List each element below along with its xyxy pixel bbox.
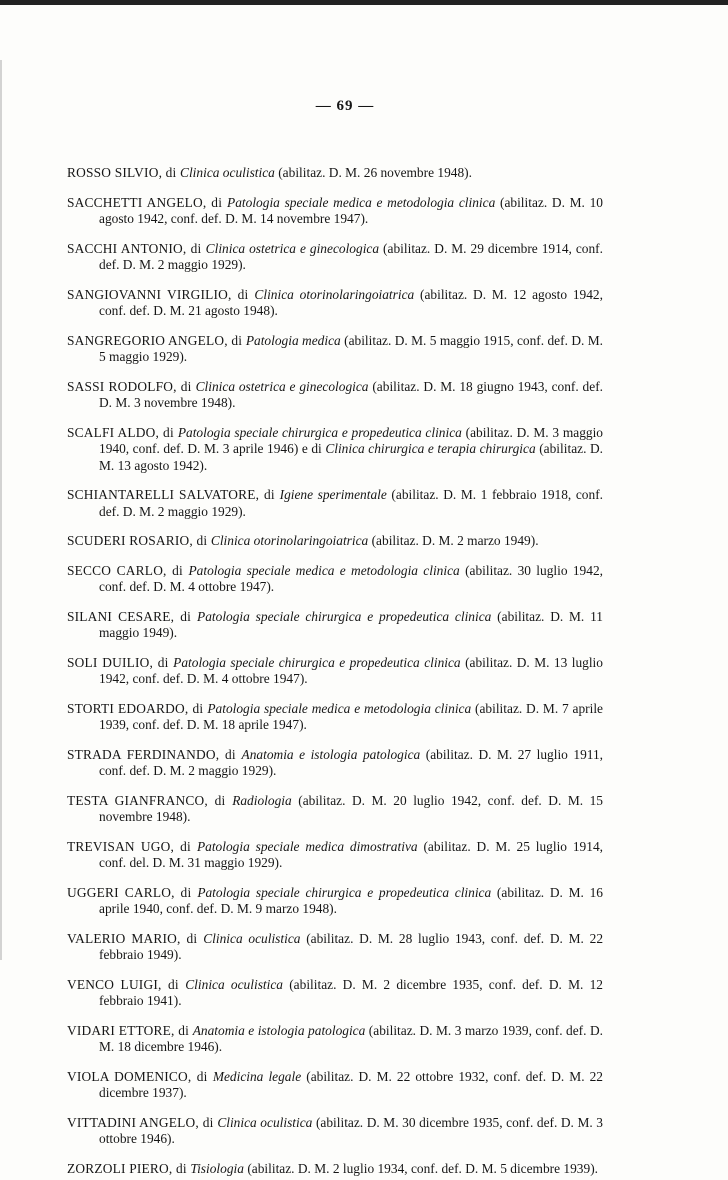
entry-text: (abilitaz. D. M. 13 luglio 1942, conf. def. D. M. 4 ottobre 1947). [99, 654, 603, 687]
scan-top-border [0, 0, 728, 5]
list-item [67, 533, 603, 549]
subject-text: Clinica ostetrica e ginecologica [195, 379, 369, 395]
entry-text: (abilitaz. D. M. 13 agosto 1942). [99, 441, 603, 473]
entry-text: (abilitaz. D. M. 27 luglio 1911, conf. def. D. M. 2 maggio 1929). [99, 746, 604, 779]
entry-name: TREVISAN UGO, di [67, 838, 197, 854]
subject-text: Clinica oculistica [203, 930, 301, 946]
list-item [67, 1023, 603, 1056]
entry-name: TESTA GIANFRANCO, di [67, 792, 233, 808]
list-item [67, 379, 603, 412]
entry-text: (abilitaz. D. M. 5 maggio 1915, conf. def. D. M. 5 maggio 1929). [99, 333, 603, 365]
subject-text: Patologia medica [245, 333, 341, 349]
list-item [67, 701, 603, 734]
subject-text: Patologia speciale chirurgica e propedeutica clinica [177, 425, 462, 440]
subject-text: Clinica ostetrica e ginecologica [205, 241, 380, 257]
list-item [67, 747, 603, 780]
subject-text: Clinica oculistica [217, 1114, 313, 1130]
entry-text: (abilitaz. D. M. 7 aprile 1939, conf. def. D. M. 18 aprile 1947). [99, 700, 603, 733]
scan-left-edge [0, 60, 2, 960]
entry-text: (abilitaz. D. M. 2 dicembre 1935, conf. def. D. M. 12 febbraio 1941). [99, 976, 603, 1009]
entry-name: SECCO CARLO, di [67, 562, 189, 578]
entry-name: SILANI CESARE, di [67, 608, 198, 624]
entry-name: VIOLA DOMENICO, di [67, 1068, 213, 1084]
subject-text: Radiologia [232, 792, 292, 808]
entry-text: (abilitaz. D. M. 3 maggio 1940, conf. def. D. M. 3 aprile 1946) e di [99, 425, 603, 457]
entry-text: (abilitaz. D. M. 30 dicembre 1935, conf. def. D. M. 3 ottobre 1946). [99, 1114, 603, 1147]
subject-text: Patologia speciale chirurgica e propedeutica clinica [173, 654, 461, 670]
subject-text: Patologia speciale medica e metodologia clinica [227, 195, 496, 211]
entry-name: SCHIANTARELLI SALVATORE, di [67, 487, 280, 503]
subject-text: Medicina legale [212, 1068, 302, 1084]
subject-text: Patologia speciale medica e metodologia clinica [188, 562, 460, 578]
subject-text: Patologia speciale medica dimostrativa [196, 838, 418, 854]
entry-text: (abilitaz. D. M. 16 aprile 1940, conf. def. D. M. 9 marzo 1948). [99, 884, 603, 917]
list-item [67, 1161, 603, 1177]
entry-name: SANGIOVANNI VIRGILIO, di [67, 287, 255, 303]
list-item [67, 977, 603, 1010]
list-item [67, 1115, 603, 1148]
entry-name: VALERIO MARIO, di [67, 930, 204, 946]
list-item [67, 195, 603, 228]
entry-name: SOLI DUILIO, di [67, 654, 174, 670]
list-item [67, 1069, 603, 1102]
page-number: — 69 — [315, 98, 375, 114]
list-item [67, 287, 603, 320]
subject-text: Anatomia e istologia patologica [192, 1022, 366, 1038]
entry-text: (abilitaz. D. M. 29 dicembre 1914, conf. def. D. M. 2 maggio 1929). [99, 241, 603, 273]
subject-text: Clinica oculistica [185, 976, 283, 992]
list-item [67, 609, 603, 642]
list-item [67, 425, 603, 474]
subject-text: Patologia speciale medica e metodologia clinica [207, 700, 472, 716]
subject-text: Anatomia e istologia patologica [241, 746, 421, 762]
list-item [67, 241, 603, 274]
entry-text: (abilitaz. D. M. 1 febbraio 1918, conf. def. D. M. 2 maggio 1929). [99, 487, 604, 519]
entry-text: (abilitaz. D. M. 18 giugno 1943, conf. def. D. M. 3 novembre 1948). [99, 379, 604, 411]
list-item [67, 333, 603, 366]
subject-text: Clinica otorinolaringoiatrica [254, 287, 415, 303]
list-item [67, 563, 603, 596]
list-item [67, 487, 603, 520]
entry-name: SASSI RODOLFO, di [67, 379, 196, 395]
subject-text: Clinica otorinolaringoiatrica [210, 533, 369, 549]
entry-text: (abilitaz. D. M. 26 novembre 1948). [274, 165, 472, 181]
entry-name: VIDARI ETTORE, di [67, 1022, 193, 1038]
entry-name: SACCHETTI ANGELO, di [67, 195, 228, 211]
list-item [67, 165, 603, 181]
entry-text: (abilitaz. D. M. 28 luglio 1943, conf. def. D. M. 22 febbraio 1949). [99, 930, 604, 963]
subject-text: Igiene sperimentale [279, 487, 387, 503]
entry-name: ZORZOLI PIERO, di [67, 1160, 191, 1176]
entry-name: SCUDERI ROSARIO, di [67, 533, 211, 549]
entry-name: STORTI EDOARDO, di [67, 700, 208, 716]
entry-name: SACCHI ANTONIO, di [67, 241, 206, 257]
entry-text: (abilitaz. D. M. 22 ottobre 1932, conf. def. D. M. 22 dicembre 1937). [99, 1068, 603, 1101]
entry-name: ROSSO SILVIO, di [67, 165, 181, 181]
entry-name: SANGREGORIO ANGELO, di [67, 333, 246, 349]
entry-text: (abilitaz. D. M. 11 maggio 1949). [99, 608, 603, 641]
entry-text: (abilitaz. D. M. 12 agosto 1942, conf. def. D. M. 21 agosto 1948). [99, 287, 603, 319]
subject-text: Patologia speciale chirurgica e propedeutica clinica [197, 884, 492, 900]
entry-name: VENCO LUIGI, di [67, 976, 186, 992]
entry-text: (abilitaz. D. M. 2 luglio 1934, conf. def. D. M. 5 dicembre 1939). [243, 1160, 599, 1176]
subject-text: Clinica chirurgica e terapia chirurgica [325, 441, 536, 457]
entry-name: STRADA FERDINANDO, di [67, 746, 242, 762]
list-item [67, 931, 603, 964]
entry-text: (abilitaz. D. M. 20 luglio 1942, conf. def. D. M. 15 novembre 1948). [99, 792, 603, 825]
list-item [67, 885, 603, 918]
entry-text: (abilitaz. D. M. 2 marzo 1949). [368, 533, 539, 549]
subject-text: Patologia speciale chirurgica e propedeutica clinica [197, 608, 492, 624]
entry-name: VITTADINI ANGELO, di [67, 1114, 218, 1130]
list-item [67, 839, 603, 872]
subject-text: Clinica oculistica [180, 165, 275, 181]
entry-text: (abilitaz. D. M. 10 agosto 1942, conf. def. D. M. 14 novembre 1947). [99, 195, 603, 227]
list-item [67, 793, 603, 826]
entry-name: SCALFI ALDO, di [67, 425, 178, 440]
list-item [67, 655, 603, 688]
entry-text: (abilitaz. D. M. 25 luglio 1914, conf. del. D. M. 31 maggio 1929). [99, 838, 603, 871]
entry-text: (abilitaz. 30 luglio 1942, conf. def. D. M. 4 ottobre 1947). [99, 562, 603, 595]
entry-list [67, 152, 603, 1180]
subject-text: Tisiologia [190, 1160, 244, 1176]
entry-text: (abilitaz. D. M. 3 marzo 1939, conf. def. D. M. 18 dicembre 1946). [99, 1022, 603, 1055]
entry-name: UGGERI CARLO, di [67, 884, 198, 900]
